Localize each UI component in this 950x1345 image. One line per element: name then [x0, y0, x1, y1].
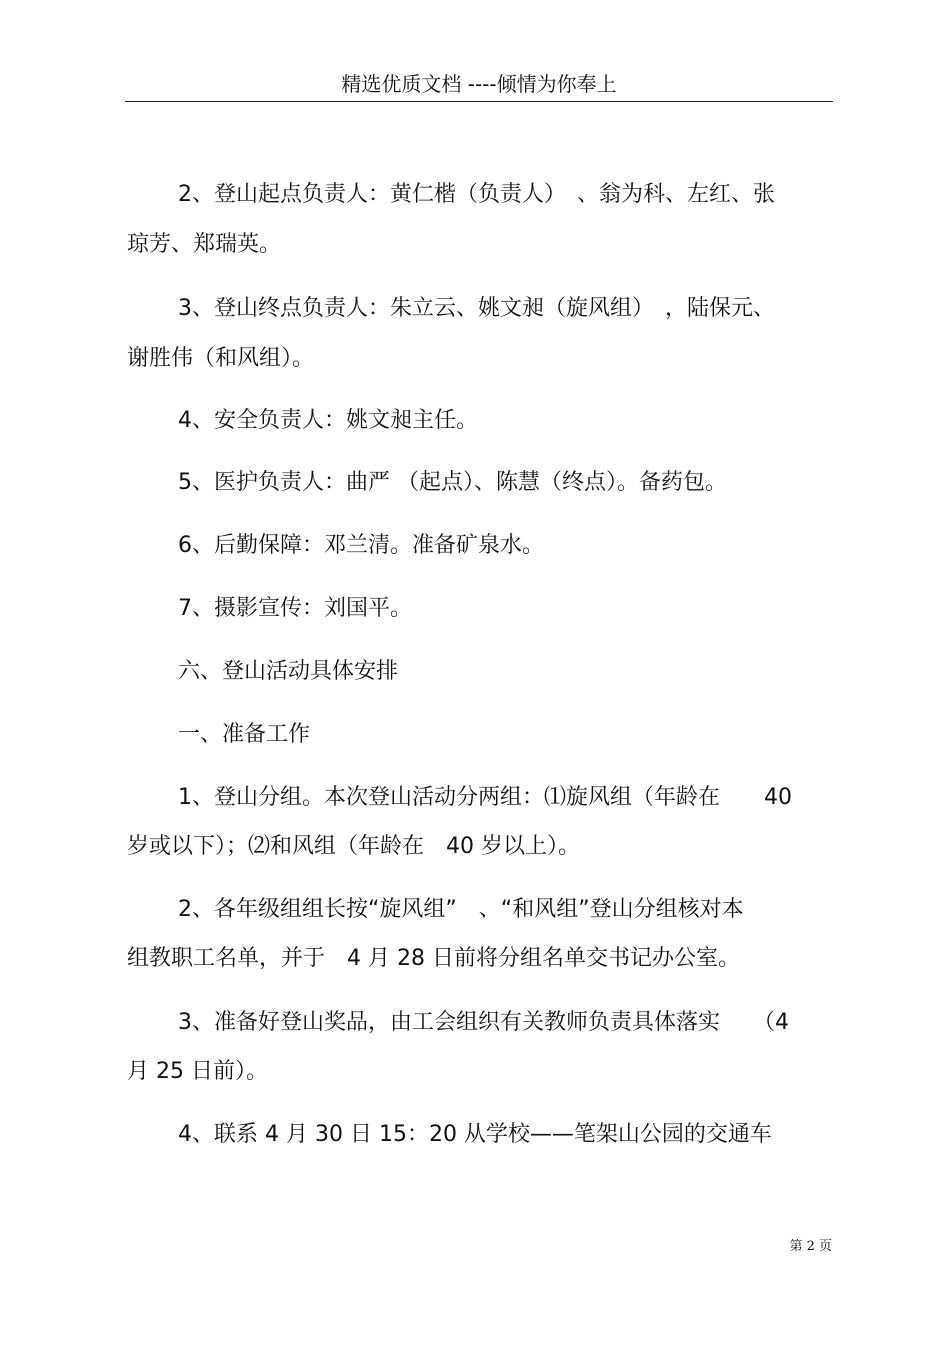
paragraph-line: 谢胜伟（和风组）。 [127, 346, 315, 371]
paragraph-line: 2、登山起点负责人：黄仁楷（负责人） 、翁为科、左红、张 [178, 182, 775, 207]
paragraph-line: 3、登山终点负责人：朱立云、姚文昶（旋风组） ，陆保元、 [178, 296, 775, 321]
paragraph-line: 7、摄影宣传：刘国平。 [178, 596, 412, 621]
paragraph-line: 2、各年级组组长按“旋风组” 、“和风组”登山分组核对本 [178, 897, 744, 922]
page-number: 第 2 页 [789, 1239, 832, 1254]
paragraph-line: 组教职工名单，并于 4 月 28 日前将分组名单交书记办公室。 [127, 946, 740, 971]
section-heading: 一、准备工作 [178, 722, 311, 747]
page-header-title: 精选优质文档 ----倾情为你奉上 [341, 72, 617, 96]
section-heading: 六、登山活动具体安排 [178, 659, 399, 684]
paragraph-line: 琼芳、郑瑞英。 [127, 232, 282, 257]
paragraph-line: 5、医护负责人：曲严 （起点）、陈慧（终点）。备药包。 [178, 470, 727, 495]
paragraph-line: 月 25 日前）。 [127, 1059, 268, 1084]
paragraph-line: 岁或以下）；⑵和风组（年龄在 40 岁以上）。 [127, 834, 580, 859]
paragraph-line: 4、联系 4 月 30 日 15：20 从学校——笔架山公园的交通车 [178, 1122, 772, 1147]
paragraph-line: 3、准备好登山奖品，由工会组织有关教师负责具体落实 （4 [178, 1010, 789, 1035]
header-divider [125, 101, 833, 102]
paragraph-line: 1、登山分组。本次登山活动分两组：⑴旋风组（年龄在 40 [178, 785, 792, 810]
paragraph-line: 6、后勤保障：邓兰清。准备矿泉水。 [178, 533, 544, 558]
paragraph-line: 4、安全负责人：姚文昶主任。 [178, 408, 478, 433]
